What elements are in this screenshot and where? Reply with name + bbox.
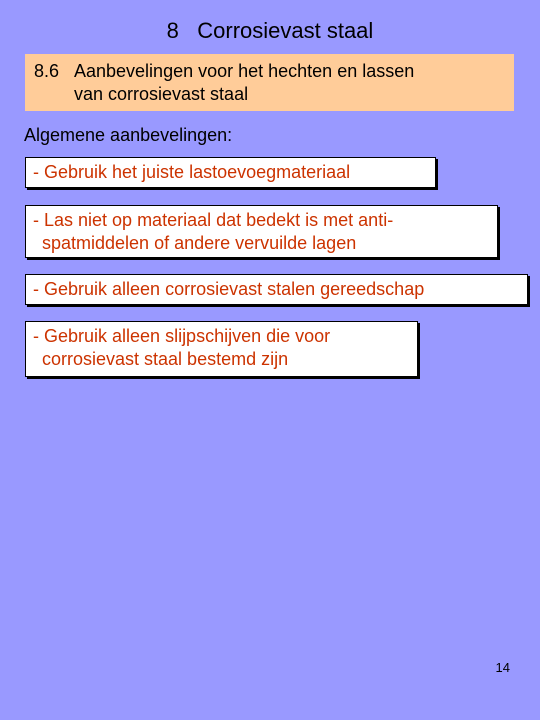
section-header-box [25, 54, 514, 111]
recommendation-box [25, 274, 528, 305]
subheading: Algemene aanbevelingen: [24, 125, 233, 145]
recommendation-text: - Gebruik alleen corrosievast stalen gereedschap [33, 279, 425, 299]
recommendation-box [25, 157, 436, 188]
recommendation-text: - Gebruik het juiste lastoevoegmateriaal [33, 162, 351, 182]
recommendation-box [25, 321, 418, 377]
section-title-line2: van corrosievast staal [74, 84, 249, 104]
slide-title: 8 Corrosievast staal [166, 18, 374, 43]
recommendation-text: - Gebruik alleen slijpschijven die voor [33, 326, 331, 346]
recommendation-text-continued: spatmiddelen of andere vervuilde lagen [42, 233, 357, 253]
recommendation-text-continued: corrosievast staal bestemd zijn [42, 349, 289, 369]
section-number: 8.6 [34, 61, 60, 81]
recommendation-text: - Las niet op materiaal dat bedekt is met anti- [33, 210, 394, 230]
section-title-line1: Aanbevelingen voor het hechten en lassen [74, 61, 415, 81]
page-number: 14 [495, 660, 510, 675]
recommendation-box [25, 205, 498, 258]
